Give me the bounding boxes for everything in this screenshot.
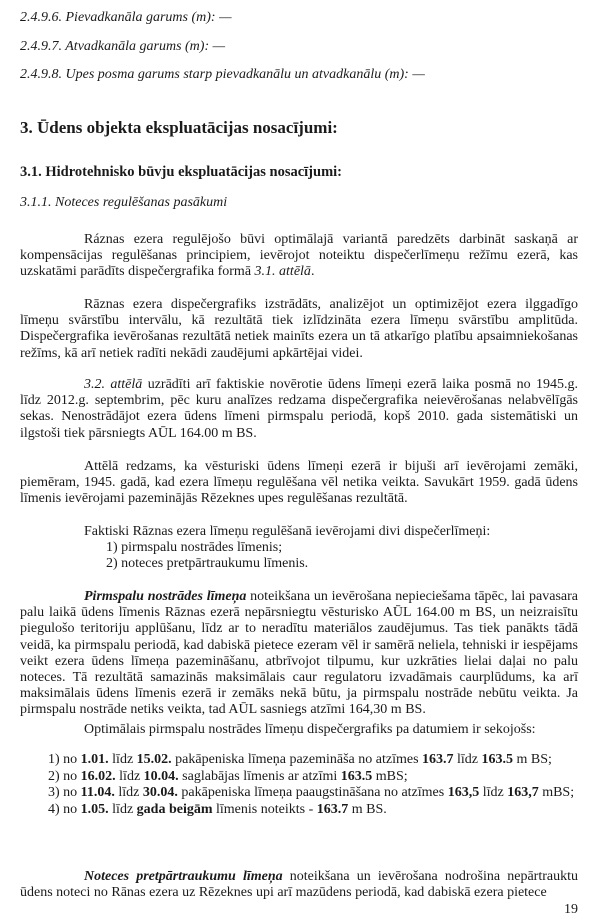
list-item: 1) pirmspalu nostrādes līmenis; <box>106 540 283 556</box>
item-2-4-9-6: 2.4.9.6. Pievadkanāla garums (m): — <box>20 10 232 25</box>
section-heading-3-1: 3.1. Hidrotehnisko būvju ekspluatācijas nosacījumi: <box>20 164 343 180</box>
text: noteikšana un ievērošana nepieciešama tāpēc, lai pavasara palu laikā ūdens līmenis Rāznas ezerā nepārsniegtu vēsturisko AŪL 164.00 m BS, un neizraisītu piegulošo teritoriju applūšanu, līdz ar to neradītu materiālos zaudējumus. Tas tiek panākts tādā veidā, ka pirmspalu periodā, kad dabiskā pietece ezeram vēl ir samērā neliela, tehniski ir iespējams veikt ezera ūdens līmeņa pazemināšanu, atbrīvojot tilpumu, kur uzkrāties lielai daļai no palu noteces. Tā rezultātā samazinās maksimālais caur regulatoru izvadāmais caurplūdums, ka arī maksimālais ūdens līmenis ezerā ir zemāks nekā būtu, ja pirmspalu nostrāde nebūtu veikta. Ja pirmspalu nostrāde netiks veikta, tad AŪL sasniegs atzīmi 164,30 m BS. <box>20 589 578 718</box>
schedule-item: 1) no 1.01. līdz 15.02. pakāpeniska līmeņa pazemināša no atzīmes 163.7 līdz 163.5 m BS; <box>48 752 552 767</box>
schedule-item: 2) no 16.02. līdz 10.04. saglabājas līmenis ar atzīmi 163.5 mBS; <box>48 768 408 784</box>
text: . <box>310 264 315 280</box>
list-intro: Faktiski Rāznas ezera līmeņu regulēšanā ievērojami divi dispečerlīmeņi: <box>84 524 491 539</box>
term: Pirmspalu nostrādes līmeņa <box>84 589 247 604</box>
paragraph-3 <box>20 377 578 442</box>
figure-reference: 3.1. attēlā <box>254 264 311 280</box>
item-2-4-9-8: 2.4.9.8. Upes posma garums starp pievadkanālu un atvadkanālu (m): — <box>20 67 425 82</box>
schedule-list <box>20 752 578 818</box>
paragraph-1 <box>20 232 578 281</box>
schedule-item: 4) no 1.05. līdz gada beigām līmenis noteikts - 163.7 m BS. <box>48 801 387 817</box>
schedule-item: 3) no 11.04. līdz 30.04. pakāpeniska līmeņa paaugstināšana no atzīmes 163,5 līdz 163,7 mBS; <box>48 785 575 800</box>
section-heading-3: 3. Ūdens objekta ekspluatācijas nosacījumi: <box>20 118 338 137</box>
term: Noteces pretpārtraukumu līmeņa <box>84 869 283 884</box>
paragraph-2: Rāznas ezera dispečergrafiks izstrādāts, analizējot un optimizējot ezera ilggadīgo līmeņu svārstību intervālu, kā rezultātā tiek izlīdzināta ezera līmeņu svārstību amplitūda. Dispečergrafika ievērošanas rezultātā netiek mainīts ezera un tā atkarīgo platību apsaimniekošanas režīms, kā arī netiek radīti nekādi zaudējumi apkārtējai videi. <box>20 297 578 361</box>
list-item: 2) noteces pretpārtraukumu līmenis. <box>106 556 309 572</box>
figure-reference: 3.2. attēlā <box>84 377 143 392</box>
text: Ráznas ezera regulējošo būvi optimālajā variantā paredzēts darbināt saskaņā ar kompensācijas regulēšanas principiem, ievērojot noteiktu dispečerlīmeņu režīmu ezerā, kas uzskatāmi parādīts dispečergrafika formā <box>20 232 578 280</box>
text: uzrādīti arī faktiskie novērotie ūdens līmeņi ezerā laika posmā no 1945.g. līdz 2012.g. septembrim, pēc kuru analīzes redzama dispečergrafika neievērošanas nelabvēlīgās sekas. Nenostrādājot ezera ūdens līmeni pirmspalu periodā, kopš 2010. gada sistemātiski un ilgstoši tiek pārsniegts AŪL 164.00 m BS. <box>20 377 579 441</box>
paragraph-7: Optimālais pirmspalu nostrādes līmeņu dispečergrafiks pa datumiem ir sekojošs: <box>84 722 536 737</box>
paragraph-4: Attēlā redzams, ka vēsturiski ūdens līmeņi ezerā ir bijuši arī ievērojami zemāki, piemēram, 1945. gadā, kad ezera līmeņu regulēšana vēl netika veikta. Savukārt 1959. gadā ūdens līmenis ievērojami pazeminājās Rēzeknes upes regulēšanas rezultātā. <box>20 459 578 507</box>
paragraph-6 <box>20 589 578 719</box>
paragraph-5 <box>20 524 578 573</box>
text: noteikšana un ievērošana nodrošina nepārtrauktu ūdens noteci no Rānas ezera uz Rēzeknes upi arī mazūdens periodā, kad dabiskā ezera pietece <box>20 869 578 901</box>
item-2-4-9-7: 2.4.9.7. Atvadkanāla garums (m): — <box>20 39 226 54</box>
section-heading-3-1-1: 3.1.1. Noteces regulēšanas pasākumi <box>20 195 228 210</box>
paragraph-8 <box>20 869 578 901</box>
page-number: 19 <box>564 902 578 917</box>
